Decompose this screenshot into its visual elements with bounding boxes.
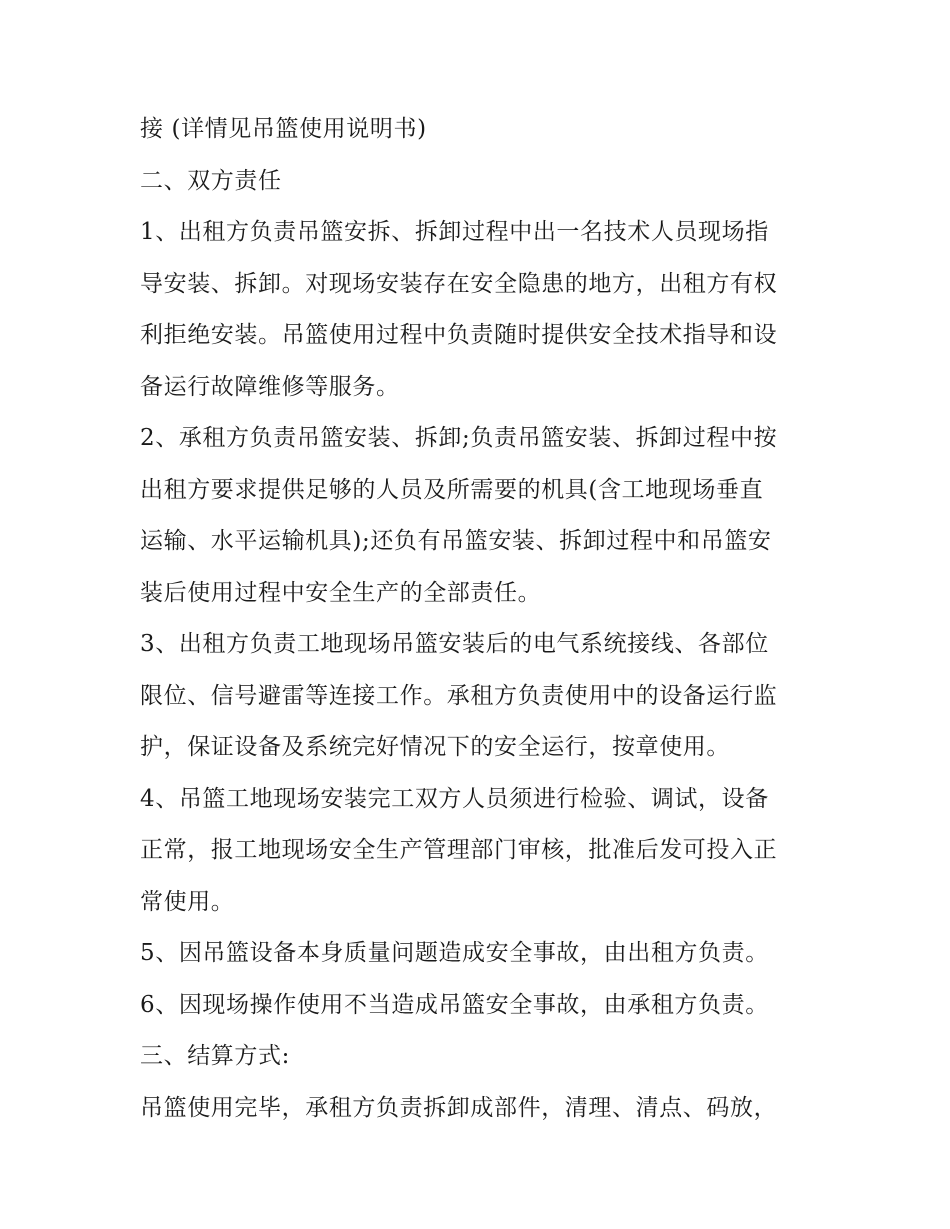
text-line-4: 导安装、拆卸。对现场安装存在安全隐患的地方，出租方有权 [140,270,778,297]
text-line-1: 接 (详情见吊篮使用说明书) [140,116,427,142]
text-line-11: 3、出租方负责工地现场吊篮安装后的电气系统接线、各部位 [140,631,769,657]
text-line-10: 装后使用过程中安全生产的全部责任。 [140,579,542,606]
text-line-18: 6、因现场操作使用不当造成吊篮安全事故，由承租方负责。 [140,991,769,1018]
text-line-13: 护，保证设备及系统完好情况下的安全运行，按章使用。 [140,734,730,760]
text-line-14: 4、吊篮工地现场安装完工双方人员须进行检验、调试，设备 [140,785,769,812]
section-heading-settlement: 三、结算方式: [140,1043,290,1069]
text-line-17: 5、因吊篮设备本身质量问题造成安全事故，由出租方负责。 [140,940,769,966]
section-heading-responsibilities: 二、双方责任 [140,167,282,194]
text-line-7: 2、承租方负责吊篮安装、拆卸;负责吊篮安装、拆卸过程中按 [140,425,778,451]
text-line-16: 常使用。 [140,888,235,915]
text-line-12: 限位、信号避雷等连接工作。承租方负责使用中的设备运行监 [140,682,778,709]
text-line-3: 1、出租方负责吊篮安拆、拆卸过程中出一名技术人员现场指 [140,219,769,245]
document-body [140,104,830,1134]
text-line-9: 运输、水平运输机具);还负有吊篮安装、拆卸过程中和吊篮安 [140,528,772,554]
text-line-5: 利拒绝安装。吊篮使用过程中负责随时提供安全技术指导和设 [140,322,778,348]
text-line-20: 吊篮使用完毕，承租方负责拆卸成部件，清理、清点、码放， [140,1094,778,1121]
text-line-8: 出租方要求提供足够的人员及所需要的机具(含工地现场垂直 [140,476,764,503]
text-line-6: 备运行故障维修等服务。 [140,373,400,400]
text-line-15: 正常，报工地现场安全生产管理部门审核，批准后发可投入正 [140,837,778,863]
